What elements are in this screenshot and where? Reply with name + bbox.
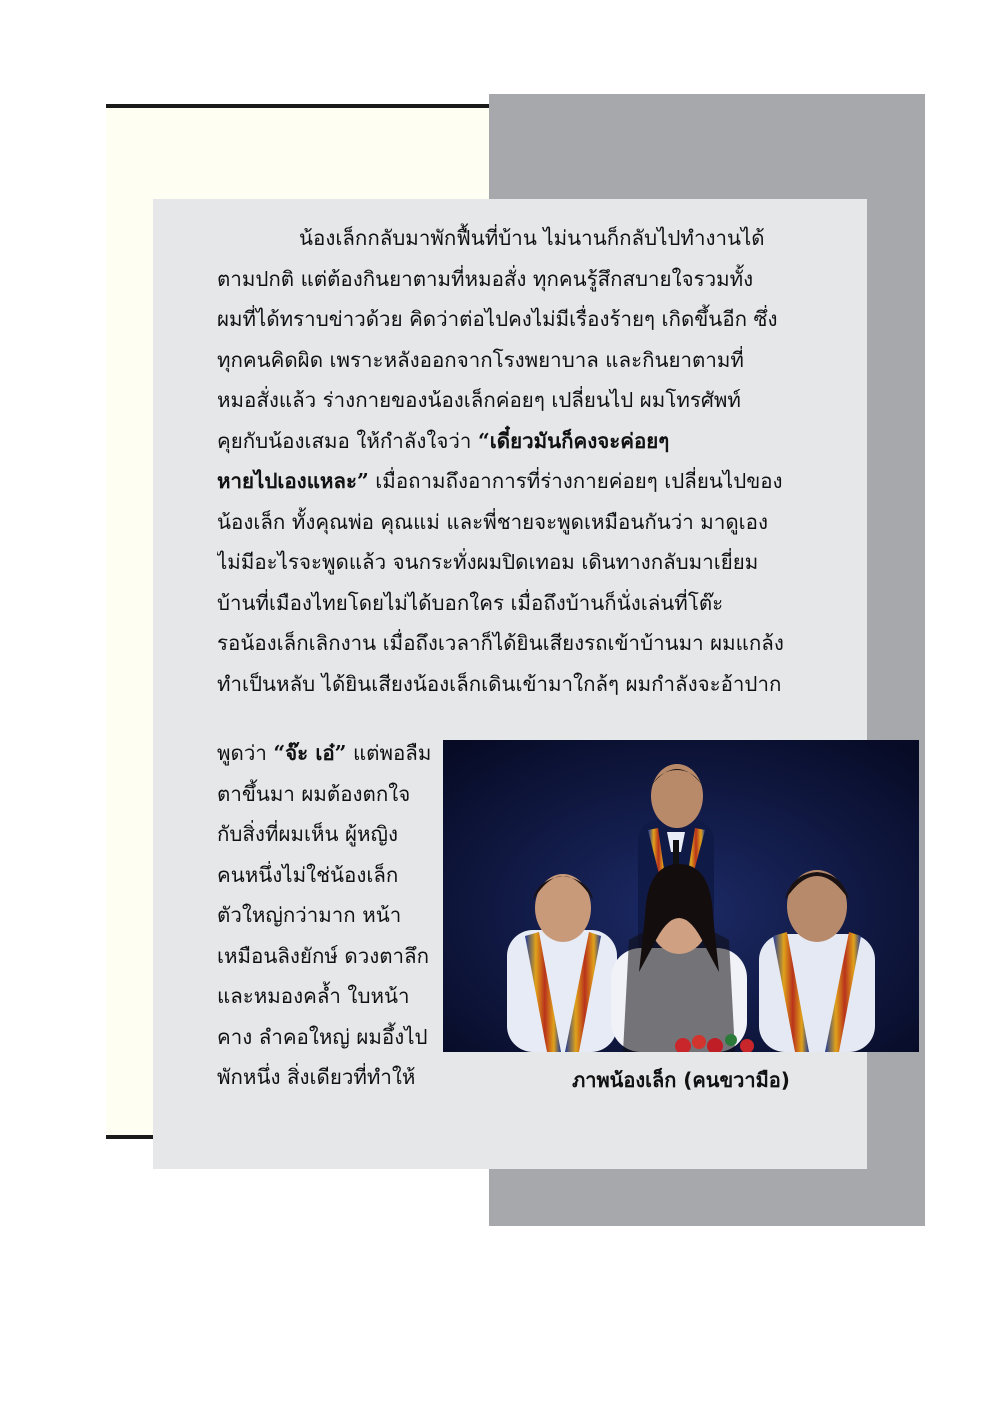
article-line: เหมือนลิงยักษ์ ดวงตาลึก — [217, 943, 430, 968]
article-line-text: พูดว่า — [217, 741, 274, 765]
article-line: หมอสั่งแล้ว ร่างกายของน้องเล็กค่อยๆ เปลี่ยนไป ผมโทรศัพท์ — [217, 388, 741, 412]
article-line: ตัวใหญ่กว่ามาก หน้า — [217, 903, 402, 927]
article-line: พักหนึ่ง สิ่งเดียวที่ทำให้ — [217, 1065, 416, 1089]
article-line: ไม่มีอะไรจะพูดแล้ว จนกระทั่งผมปิดเทอม เดินทางกลับมาเยี่ยม — [217, 550, 759, 574]
article-line-with-quote — [217, 461, 805, 502]
photo-caption: ภาพน้องเล็ก (คนขวามือ) — [572, 1068, 790, 1092]
group-photo — [443, 740, 919, 1052]
article-line: น้องเล็กกลับมาพักฟื้นที่บ้าน ไม่นานก็กลับไปทำงานได้ — [299, 226, 765, 250]
article-line: รอน้องเล็กเลิกงาน เมื่อถึงเวลาก็ได้ยินเสียงรถเข้าบ้านมา ผมแกล้ง — [217, 631, 784, 655]
article-line: ทุกคนคิดผิด เพราะหลังออกจากโรงพยาบาล และกินยาตามที่ — [217, 347, 744, 372]
article-line: คาง ลำคอใหญ่ ผมอึ้งไป — [217, 1024, 428, 1049]
article-line: ตามปกติ แต่ต้องกินยาตามที่หมอสั่ง ทุกคนรู้สึกสบายใจรวมทั้ง — [217, 266, 754, 291]
article-line-text: แต่พอลืม — [346, 741, 432, 765]
group-photo-illustration — [443, 740, 919, 1052]
article-narrow-column — [217, 733, 437, 1098]
bold-quote-start: “เดี๋ยวมันก็คงจะค่อยๆ — [477, 428, 670, 453]
article-line-text: คุยกับน้องเสมอ ให้กำลังใจว่า — [217, 428, 472, 453]
bold-quote-end: หายไปเองแหละ” — [217, 469, 369, 493]
article-line: บ้านที่เมืองไทยโดยไม่ได้บอกใคร เมื่อถึงบ้านก็นั่งเล่นที่โต๊ะ — [217, 590, 724, 615]
article-line-with-quote — [217, 733, 437, 774]
article-line: คนหนึ่งไม่ใช่น้องเล็ก — [217, 862, 399, 887]
bold-quote: “จ๊ะ เอ๋” — [273, 741, 347, 765]
article-line-with-quote — [217, 421, 805, 462]
article-line: และหมองคล้ำ ใบหน้า — [217, 984, 410, 1008]
article-line-text: เมื่อถามถึงอาการที่ร่างกายค่อยๆ เปลี่ยนไปของ — [368, 469, 783, 493]
article-line: กับสิ่งที่ผมเห็น ผู้หญิง — [217, 822, 399, 846]
article-line: ผมที่ได้ทราบข่าวด้วย คิดว่าต่อไปคงไม่มีเรื่องร้ายๆ เกิดขึ้นอีก ซึ่ง — [217, 307, 778, 331]
top-rule — [106, 104, 489, 108]
bottom-rule — [106, 1135, 154, 1139]
article-line: ตาขึ้นมา ผมต้องตกใจ — [217, 781, 411, 806]
article-line: น้องเล็ก ทั้งคุณพ่อ คุณแม่ และพี่ชายจะพูดเหมือนกันว่า มาดูเอง — [217, 509, 768, 534]
article-line: ทำเป็นหลับ ได้ยินเสียงน้องเล็กเดินเข้ามาใกล้ๆ ผมกำลังจะอ้าปาก — [217, 671, 782, 696]
article-body — [217, 218, 805, 704]
